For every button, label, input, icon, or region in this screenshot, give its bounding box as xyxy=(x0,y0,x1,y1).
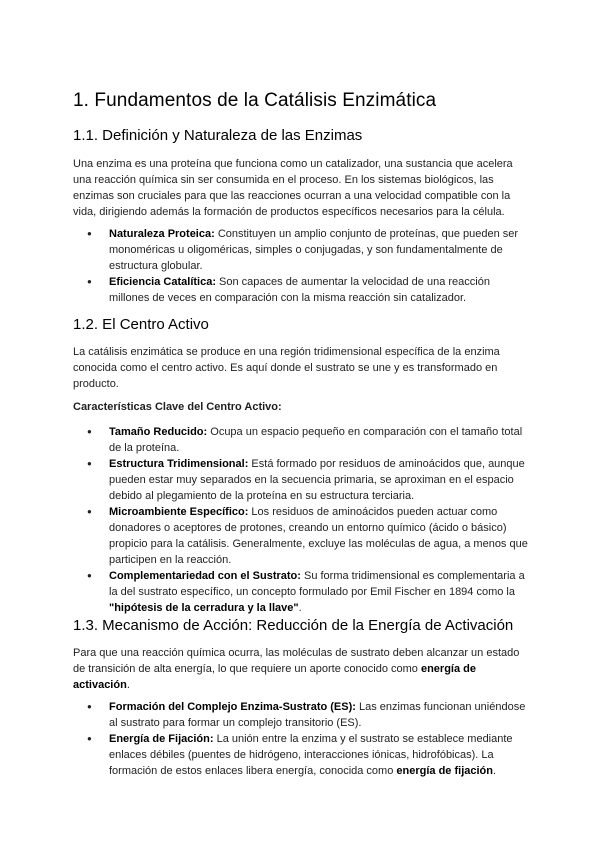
list-item-text: La unión entre la enzima y el sustrato se establece mediante enlaces débiles (puentes de hidrógeno, interacciones iónicas, hidrofóbicas). La formación de estos enlaces libera energía, conocida como xyxy=(109,733,513,777)
list-item-term: Energía de Fijación: xyxy=(109,733,214,745)
list-item xyxy=(73,274,528,306)
section-heading-1-3: 1.3. Mecanismo de Acción: Reducción de la Energía de Activación xyxy=(73,617,514,634)
list-item-text: Ocupa un espacio pequeño en comparación con el tamaño total de la proteína. xyxy=(109,426,523,454)
list-item-term: Estructura Tridimensional: xyxy=(109,458,249,470)
list-item-emphasis: "hipótesis de la cerradura y la llave" xyxy=(109,602,299,614)
list-item-tail: . xyxy=(298,602,302,614)
list-item-text: Los residuos de aminoácidos pueden actuar como donadores o aceptores de protones, creando un entorno químico (ácido o básico) propicio para la catálisis. Generalmente, excluye las moléculas de agua, a menos que participen en la reacción. xyxy=(109,506,528,566)
page-title: 1. Fundamentos de la Catálisis Enzimática xyxy=(73,90,437,111)
list-item-term: Eficiencia Catalítica: xyxy=(109,276,216,288)
list-item-text: Las enzimas funcionan uniéndose al sustrato para formar un complejo transitorio (ES). xyxy=(109,701,526,729)
section-1-2-subheading: Características Clave del Centro Activo: xyxy=(73,401,282,413)
list-item xyxy=(73,504,528,568)
list-item-text: Está formado por residuos de aminoácidos que, aunque pueden estar muy separados en la secuencia primaria, se aproximan en el espacio debido al plegamiento de la proteína en su estructura terciaria. xyxy=(109,458,525,502)
list-item-term: Complementariedad con el Sustrato: xyxy=(109,570,301,582)
section-1-3-intro xyxy=(73,645,528,693)
section-1-2-list xyxy=(73,424,528,616)
section-heading-1-2: 1.2. El Centro Activo xyxy=(73,316,209,333)
section-heading-1-1: 1.1. Definición y Naturaleza de las Enzimas xyxy=(73,127,363,144)
list-item xyxy=(73,699,528,731)
list-item-text: Constituyen un amplio conjunto de proteínas, que pueden ser monoméricas u oligoméricas, simples o conjugadas, y son fundamentalmente de estructura globular. xyxy=(109,228,519,272)
list-item xyxy=(73,424,528,456)
section-1-2-intro: La catálisis enzimática se produce en una región tridimensional específica de la enzima conocida como el centro activo. Es aquí donde el sustrato se une y es transformado en producto. xyxy=(73,346,500,390)
intro-tail: . xyxy=(126,679,130,691)
list-item xyxy=(73,226,528,274)
list-item xyxy=(73,731,528,779)
list-item-term: Formación del Complejo Enzima-Sustrato (ES): xyxy=(109,701,356,713)
intro-text: Para que una reacción química ocurra, las moléculas de sustrato deben alcanzar un estado de transición de alta energía, lo que requiere un aporte conocido como xyxy=(73,647,520,675)
list-item xyxy=(73,568,528,616)
list-item xyxy=(73,456,528,504)
list-item-text: Son capaces de aumentar la velocidad de una reacción millones de veces en comparación con la misma reacción sin catalizador. xyxy=(109,276,490,304)
list-item-text: Su forma tridimensional es complementaria a la del sustrato específico, un concepto formulado por Emil Fischer en 1894 como la xyxy=(109,570,525,598)
intro-emphasis: energía de activación xyxy=(73,663,476,691)
section-1-3-list xyxy=(73,699,528,779)
list-item-term: Naturaleza Proteica: xyxy=(109,228,215,240)
section-1-1-intro: Una enzima es una proteína que funciona como un catalizador, una sustancia que acelera una reacción química sin ser consumida en el proceso. En los sistemas biológicos, las enzimas son cruciales para que las reacciones ocurran a una velocidad compatible con la vida, dirigiendo además la formación de productos específicos necesarios para la célula. xyxy=(73,158,513,218)
list-item-emphasis: energía de fijación xyxy=(396,765,493,777)
list-item-tail: . xyxy=(492,765,497,777)
list-item-term: Microambiente Específico: xyxy=(109,506,249,518)
list-item-term: Tamaño Reducido: xyxy=(109,426,208,438)
section-1-1-list xyxy=(73,226,528,306)
